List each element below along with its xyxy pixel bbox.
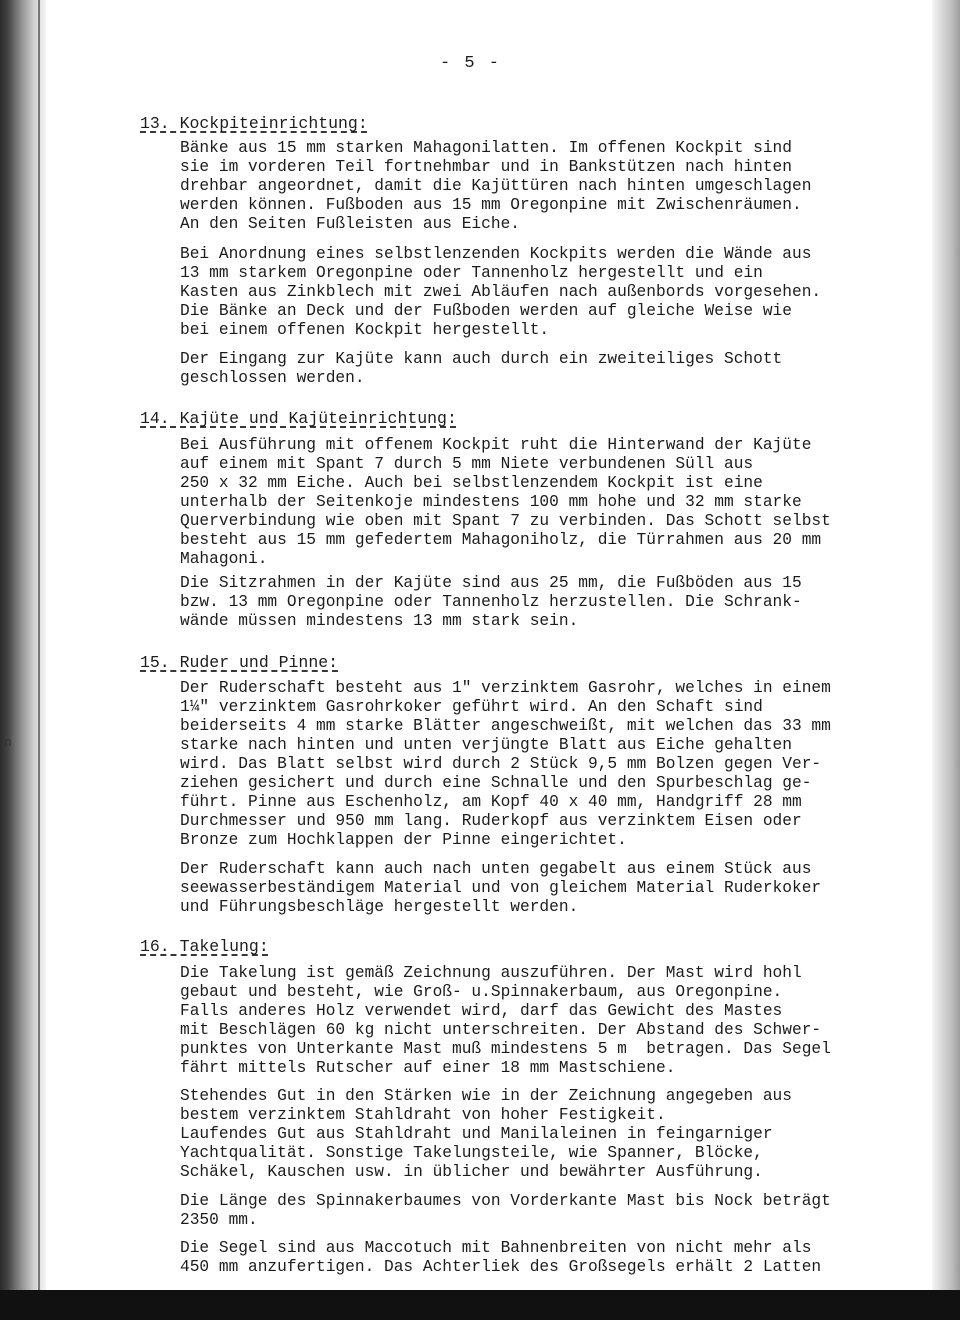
section-15-paragraph-1: Der Ruderschaft besteht aus 1" verzinktem Gasrohr, welches in einem 1¼" verzinktem Gasrohrkoker geführt wird. An den Schaft sind beiderseits 4 mm starke Blätter angeschweißt, mit welchen das 33 mm starke nach hinten und unten verjüngte Blatt aus Eiche gehalten wird. Das Blatt selbst wird durch 2 Stück 9,5 mm Bolzen gegen Ver- ziehen gesichert und durch eine Schnalle und den Spurbeschlag ge- führt. Pinne aus Eschenholz, am Kopf 40 x 40 mm, Handgriff 28 mm Durchmesser und 950 mm lang. Ruderkopf aus verzinktem Eisen oder Bronze zum Hochklappen der Pinne eingerichtet. [180,679,831,849]
section-14-paragraph-2: Die Sitzrahmen in der Kajüte sind aus 25 mm, die Fußböden aus 15 bzw. 13 mm Oregonpine oder Tannenholz herzustellen. Die Schrank- wände müssen mindestens 13 mm stark sein. [180,574,802,630]
section-15-paragraph-2: Der Ruderschaft kann auch nach unten gegabelt aus einem Stück aus seewasserbeständigem Material und von gleichem Material Ruderkoker und Führungsbeschläge hergestellt werden. [180,860,822,916]
scan-shadow-bottom [0,1290,960,1320]
section-14-paragraph-1: Bei Ausführung mit offenem Kockpit ruht die Hinterwand der Kajüte auf einem mit Spant 7 durch 5 mm Niete verbundenen Süll aus 250 x 32 mm Eiche. Auch bei selbstlenzendem Kockpit ist eine unterhalb der Seitenkoje mindestens 100 mm hohe und 32 mm starke Querverbindung wie oben mit Spant 7 zu verbinden. Das Schott selbst besteht aus 15 mm gefedertem Mahagoniholz, die Türrahmen aus 20 mm Mahagoni. [180,436,831,568]
section-13-paragraph-3: Der Eingang zur Kajüte kann auch durch ein zweiteiliges Schott geschlossen werden. [180,350,783,387]
scan-edge-line [38,0,40,1290]
section-16-paragraph-4: Die Segel sind aus Maccotuch mit Bahnenbreiten von nicht mehr als 450 mm anzufertigen. Das Achterliek des Großsegels erhält 2 Latten [180,1239,822,1276]
margin-mark: n [4,735,12,750]
section-heading-13: 13. Kockpiteinrichtung: [140,114,368,133]
section-16-paragraph-3: Die Länge des Spinnakerbaumes von Vorderkante Mast bis Nock beträgt 2350 mm. [180,1192,831,1229]
section-13-paragraph-2: Bei Anordnung eines selbstlenzenden Kockpits werden die Wände aus 13 mm starkem Oregonpine oder Tannenholz hergestellt und ein Kasten aus Zinkblech mit zwei Abläufen nach außenbords vorgesehen. Die Bänke an Deck und der Fußboden werden auf gleiche Weise wie bei einem offenen Kockpit hergestellt. [180,245,822,339]
section-heading-15: 15. Ruder und Pinne: [140,653,339,672]
section-heading-14: 14. Kajüte und Kajüteinrichtung: [140,409,457,428]
section-16-paragraph-1: Die Takelung ist gemäß Zeichnung auszuführen. Der Mast wird hohl gebaut und besteht, wie Groß- u.Spinnakerbaum, aus Oregonpine. Falls anderes Holz verwendet wird, darf das Gewicht des Mastes mit Beschlägen 60 kg nicht unterschreiten. Der Abstand des Schwer- punktes von Unterkante Mast muß mindestens 5 m betragen. Das Segel fährt mittels Rutscher auf einer 18 mm Mastschiene. [180,964,831,1077]
scan-shadow-right [932,0,960,1290]
section-16-paragraph-2: Stehendes Gut in den Stärken wie in der Zeichnung angegeben aus bestem verzinktem Stahldraht von hoher Festigkeit. Laufendes Gut aus Stahldraht und Manilaleinen in feingarniger Yachtqualität. Sonstige Takelungsteile, wie Spanner, Blöcke, Schäkel, Kauschen usw. in üblicher und bewährter Ausführung. [180,1087,792,1181]
page-number: - 5 - [440,54,502,73]
section-heading-16: 16. Takelung: [140,937,269,956]
section-13-paragraph-1: Bänke aus 15 mm starken Mahagonilatten. Im offenen Kockpit sind sie im vorderen Teil fortnehmbar und in Bankstützen nach hinten drehbar angeordnet, damit die Kajüttüren nach hinten umgeschlagen werden können. Fußboden aus 15 mm Oregonpine mit Zwischenräumen. An den Seiten Fußleisten aus Eiche. [180,139,812,233]
